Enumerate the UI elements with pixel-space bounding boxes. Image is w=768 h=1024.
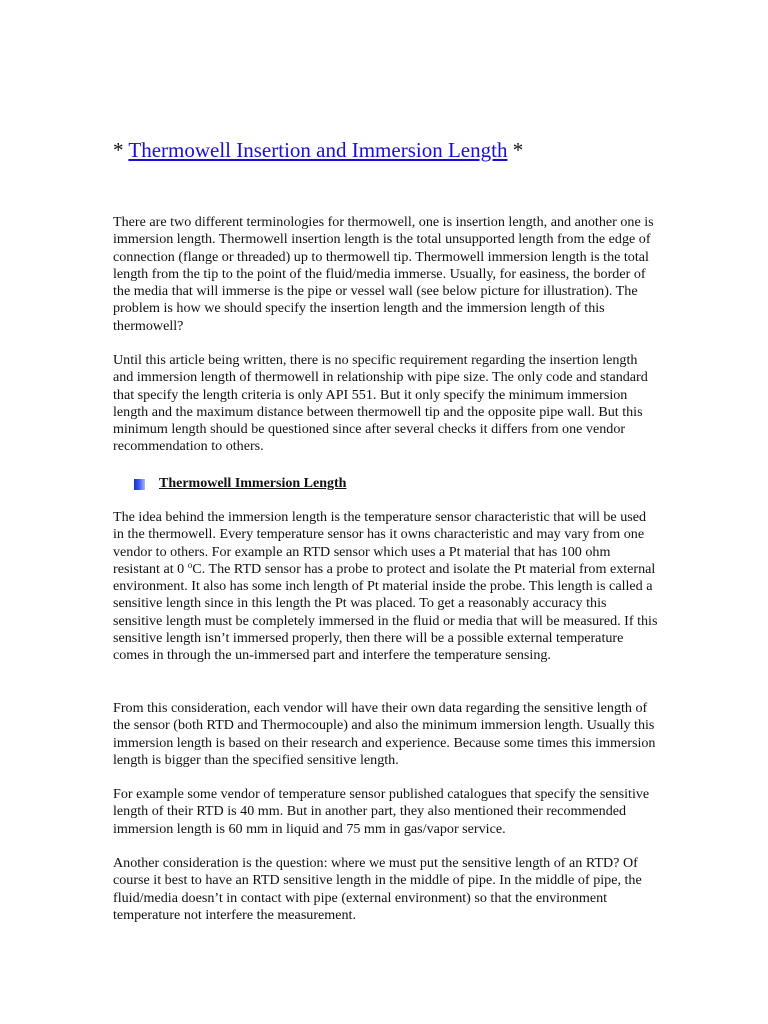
paragraph-text-part: C. The RTD sensor has a probe to protect and isolate the Pt material from external environment. It also has some inch length of Pt material inside the probe. This length is called a sensitive length since in this length the Pt was placed. To get a reasonably accuracy this sensitive length must be completely immersed in the fluid or media that will be measured. If this sensitive length isn’t immersed properly, then there will be a possible external temperature comes in through the un-immersed part and interfere the temperature sensing. bbox=[113, 560, 658, 664]
paragraph-sensor-characteristic bbox=[113, 509, 658, 665]
section-heading-text: Thermowell Immersion Length bbox=[159, 476, 347, 491]
paragraph-vendor-data: From this consideration, each vendor will have their own data regarding the sensitive length of the sensor (both RTD and Thermocouple) and also the minimum immersion length. Usually this immersion length is based on their research and experience. Because some times this immersion length is bigger than the specified sensitive length. bbox=[113, 700, 656, 768]
page-title bbox=[113, 136, 523, 164]
paragraph-intro: There are two different terminologies for thermowell, one is insertion length, and another one is immersion length. Thermowell insertion length is the total unsupported length from the edge of connection (flange or threaded) up to thermowell tip. Thermowell immersion length is the total length from the tip to the point of the fluid/media immerse. Usually, for easiness, the border of the media that will immerse is the pipe or vessel wall (see below picture for illustration). The problem is how we should specify the insertion length and the immersion length of this thermowell? bbox=[113, 214, 654, 334]
title-link[interactable]: Thermowell Insertion and Immersion Length bbox=[128, 138, 508, 162]
title-suffix: * bbox=[507, 138, 524, 162]
section-heading bbox=[134, 474, 346, 494]
square-bullet-icon bbox=[134, 479, 145, 490]
degree-superscript: o bbox=[187, 559, 193, 570]
paragraph-text-part: The idea behind the immersion length is the temperature sensor characteristic that will be used in the thermowell. Every temperature sensor has it owns characteristic and may vary from one vendor to others. For example an RTD sensor which uses a Pt material that has 100 ohm resistant at 0 bbox=[113, 509, 647, 577]
paragraph-example: For example some vendor of temperature sensor published catalogues that specify the sensitive length of their RTD is 40 mm. But in another part, they also mentioned their recommended immersion length is 60 mm in liquid and 75 mm in gas/vapor service. bbox=[113, 786, 650, 837]
title-prefix: * bbox=[113, 138, 129, 162]
paragraph-standards: Until this article being written, there is no specific requirement regarding the insertion length and immersion length of thermowell in relationship with pipe size. The only code and standard that specify the length criteria is only API 551. But it only specify the minimum immersion length and the maximum distance between thermowell tip and the opposite pipe wall. But this minimum length should be questioned since after several checks it differs from one vendor recommendation to others. bbox=[113, 352, 648, 455]
paragraph-consideration: Another consideration is the question: where we must put the sensitive length of an RTD? Of course it best to have an RTD sensitive length in the middle of pipe. In the middle of pipe, the fluid/media doesn’t in contact with pipe (external environment) so that the environment temperature not interfere the measurement. bbox=[113, 855, 642, 923]
